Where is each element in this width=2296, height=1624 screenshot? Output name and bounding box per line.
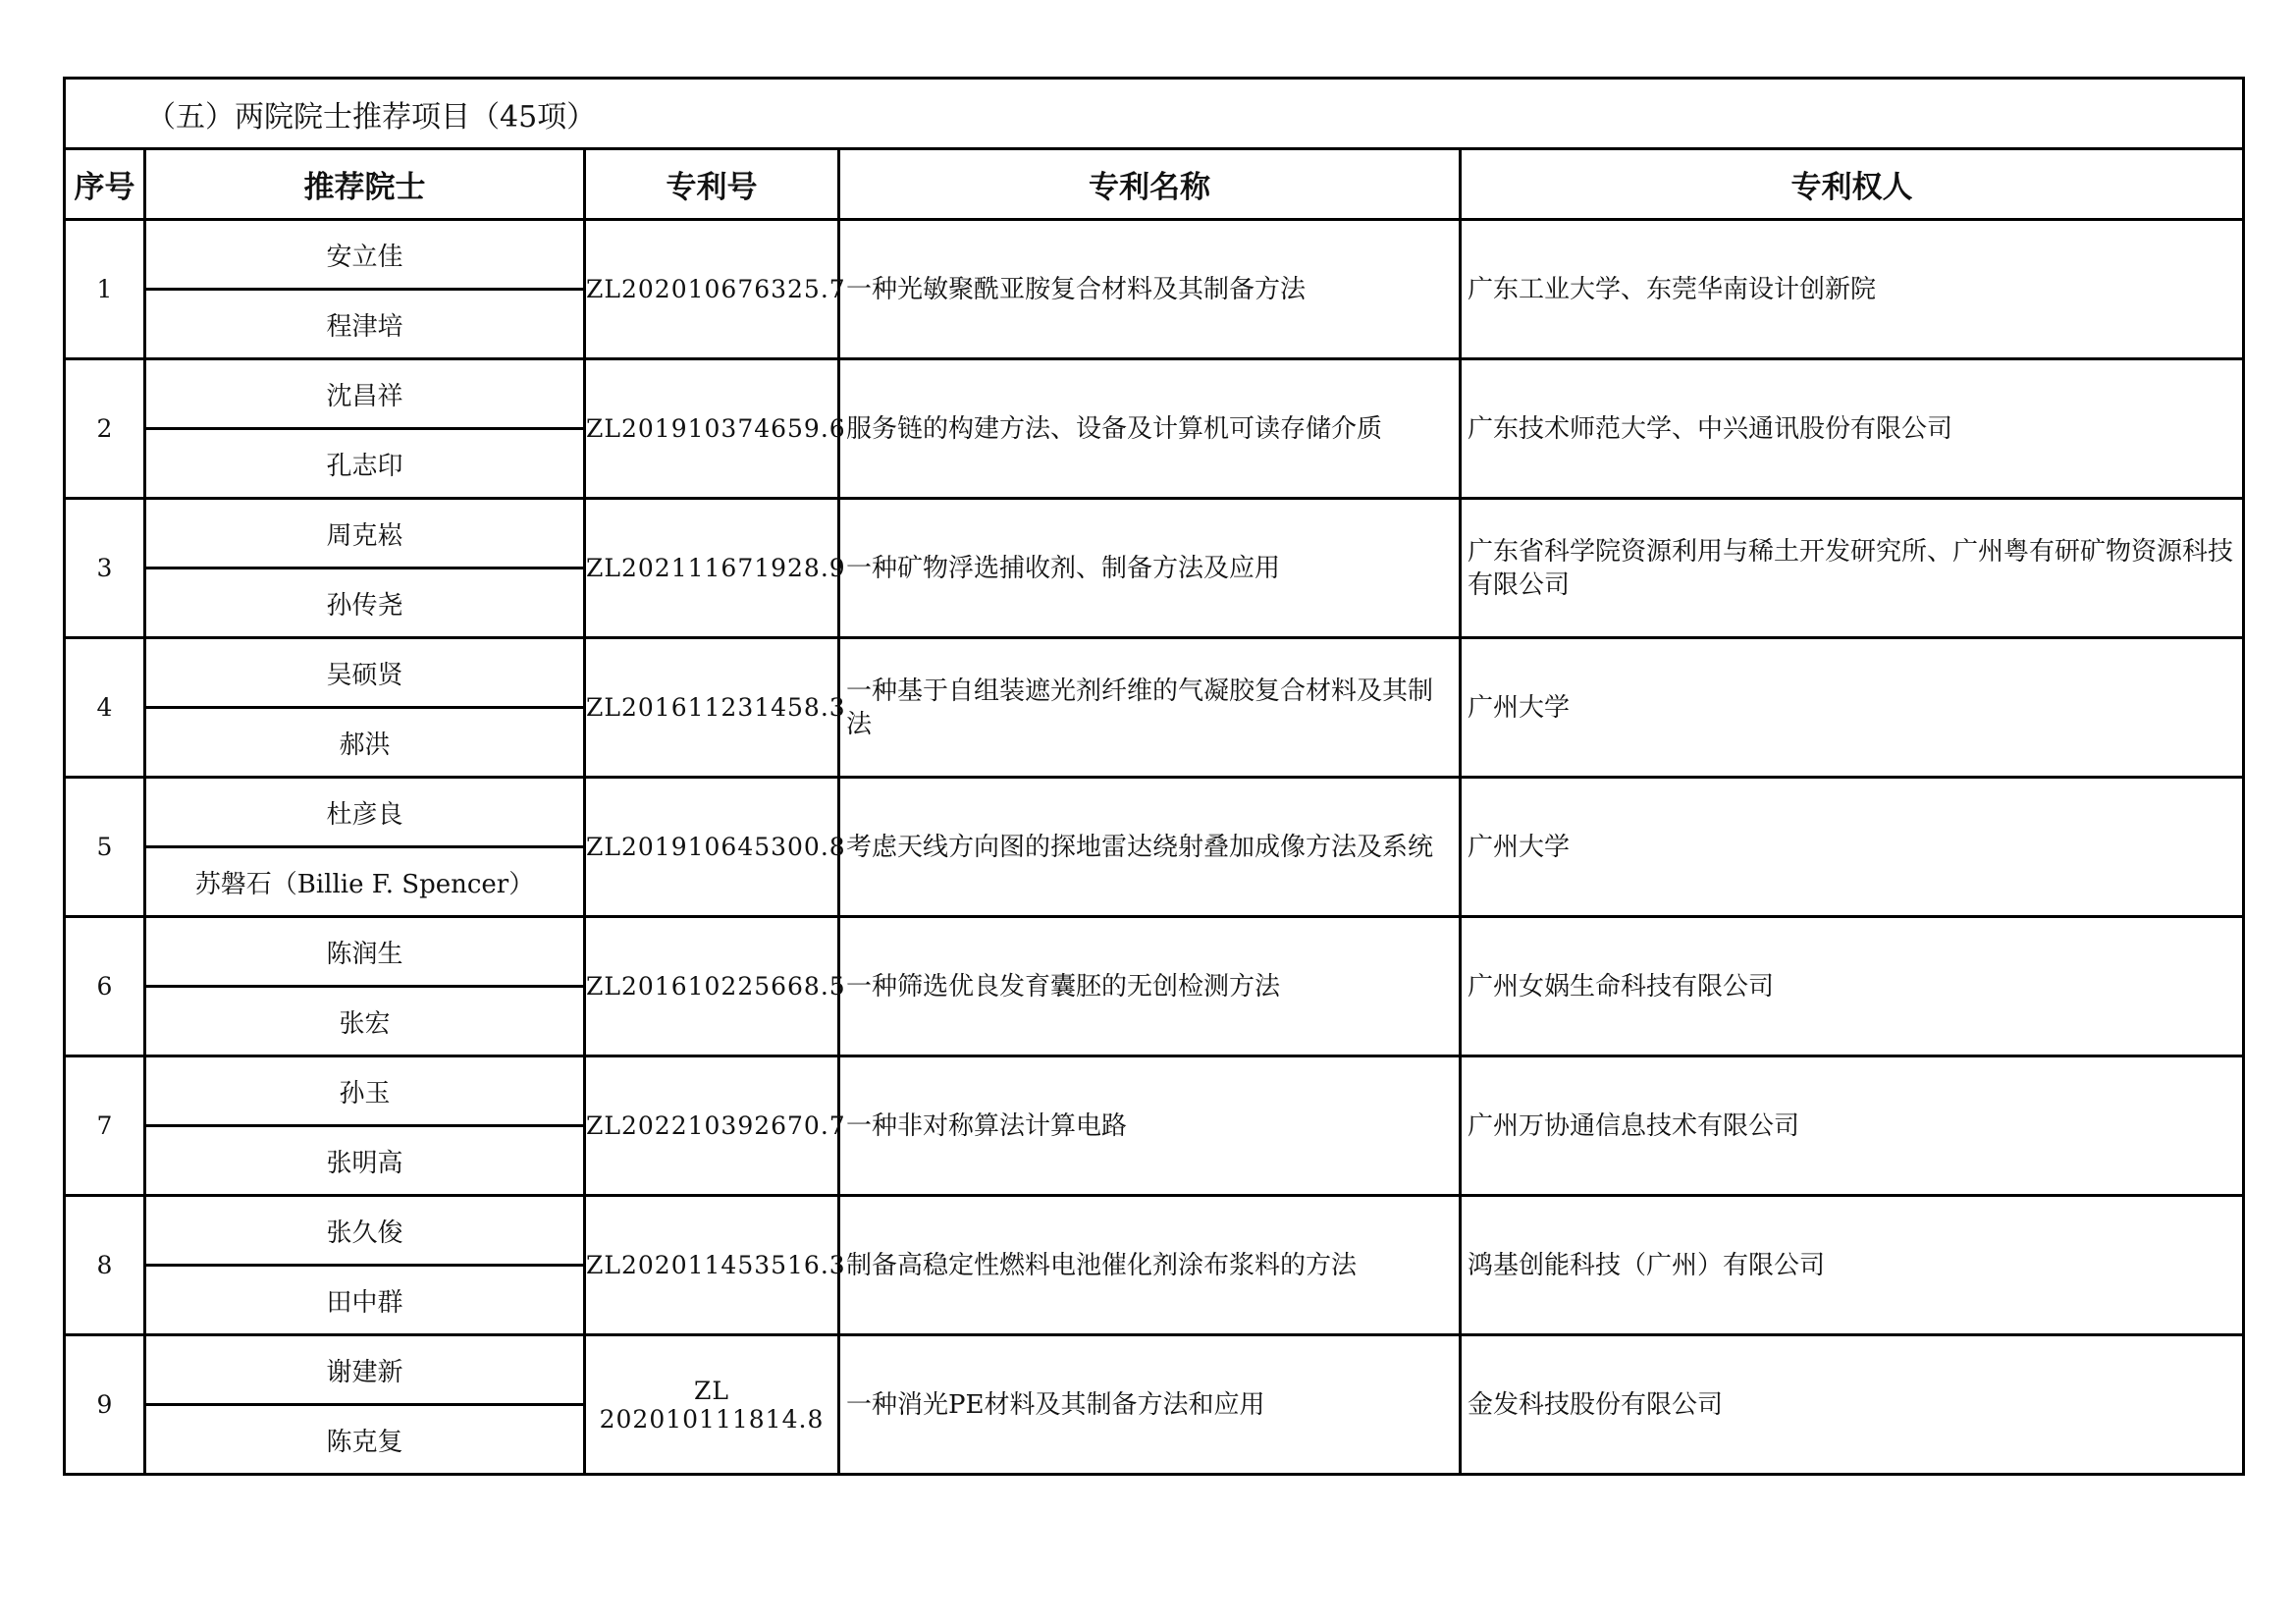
patent-owner: 广州大学 — [1461, 638, 2244, 778]
academician-name: 沈昌祥 — [145, 359, 585, 429]
patent-name: 一种筛选优良发育囊胚的无创检测方法 — [839, 917, 1461, 1056]
patent-number: ZL201610225668.5 — [585, 917, 839, 1056]
patent-name: 考虑天线方向图的探地雷达绕射叠加成像方法及系统 — [839, 778, 1461, 917]
row-index: 8 — [65, 1196, 145, 1335]
header-patent-name: 专利名称 — [839, 149, 1461, 220]
patent-number: ZL202111671928.9 — [585, 499, 839, 638]
patent-name: 一种光敏聚酰亚胺复合材料及其制备方法 — [839, 220, 1461, 359]
patent-name: 一种消光PE材料及其制备方法和应用 — [839, 1335, 1461, 1475]
patent-owner: 鸿基创能科技（广州）有限公司 — [1461, 1196, 2244, 1335]
academician-name: 苏磐石（Billie F. Spencer） — [145, 847, 585, 917]
row-index: 3 — [65, 499, 145, 638]
academician-name: 孙玉 — [145, 1056, 585, 1126]
patent-number: ZL202210392670.7 — [585, 1056, 839, 1196]
table-row — [65, 917, 2244, 987]
patent-number: ZL 202010111814.8 — [585, 1335, 839, 1475]
table-row — [65, 1056, 2244, 1126]
patent-owner: 广州女娲生命科技有限公司 — [1461, 917, 2244, 1056]
academician-name: 张明高 — [145, 1126, 585, 1196]
academician-name: 程津培 — [145, 290, 585, 359]
patent-owner: 广州大学 — [1461, 778, 2244, 917]
row-index: 1 — [65, 220, 145, 359]
patent-number: ZL201611231458.3 — [585, 638, 839, 778]
academician-name: 陈克复 — [145, 1405, 585, 1475]
header-owner: 专利权人 — [1461, 149, 2244, 220]
section-title: （五）两院院士推荐项目（45项） — [65, 79, 2244, 149]
row-index: 7 — [65, 1056, 145, 1196]
academician-name: 孙传尧 — [145, 568, 585, 638]
academician-name: 杜彦良 — [145, 778, 585, 847]
table-row — [65, 220, 2244, 290]
header-row — [65, 149, 2244, 220]
academician-name: 谢建新 — [145, 1335, 585, 1405]
header-index: 序号 — [65, 149, 145, 220]
patent-owner: 广东技术师范大学、中兴通讯股份有限公司 — [1461, 359, 2244, 499]
patent-table — [63, 77, 2245, 1476]
academician-name: 陈润生 — [145, 917, 585, 987]
table-row — [65, 499, 2244, 568]
row-index: 9 — [65, 1335, 145, 1475]
patent-name: 服务链的构建方法、设备及计算机可读存储介质 — [839, 359, 1461, 499]
patent-owner: 广州万协通信息技术有限公司 — [1461, 1056, 2244, 1196]
table-row — [65, 778, 2244, 847]
header-patent-no: 专利号 — [585, 149, 839, 220]
patent-name: 一种基于自组装遮光剂纤维的气凝胶复合材料及其制法 — [839, 638, 1461, 778]
row-index: 4 — [65, 638, 145, 778]
patent-number: ZL202010676325.7 — [585, 220, 839, 359]
academician-name: 安立佳 — [145, 220, 585, 290]
row-index: 5 — [65, 778, 145, 917]
row-index: 2 — [65, 359, 145, 499]
table-row — [65, 1196, 2244, 1266]
academician-name: 吴硕贤 — [145, 638, 585, 708]
academician-name: 张久俊 — [145, 1196, 585, 1266]
patent-number: ZL201910374659.6 — [585, 359, 839, 499]
patent-name: 制备高稳定性燃料电池催化剂涂布浆料的方法 — [839, 1196, 1461, 1335]
table-row — [65, 1335, 2244, 1405]
patent-owner: 金发科技股份有限公司 — [1461, 1335, 2244, 1475]
academician-name: 张宏 — [145, 987, 585, 1056]
academician-name: 孔志印 — [145, 429, 585, 499]
academician-name: 郝洪 — [145, 708, 585, 778]
patent-number: ZL202011453516.3 — [585, 1196, 839, 1335]
table-row — [65, 359, 2244, 429]
patent-name: 一种非对称算法计算电路 — [839, 1056, 1461, 1196]
patent-owner: 广东工业大学、东莞华南设计创新院 — [1461, 220, 2244, 359]
patent-name: 一种矿物浮选捕收剂、制备方法及应用 — [839, 499, 1461, 638]
patent-owner: 广东省科学院资源利用与稀土开发研究所、广州粤有研矿物资源科技有限公司 — [1461, 499, 2244, 638]
academician-name: 田中群 — [145, 1266, 585, 1335]
table-row — [65, 638, 2244, 708]
row-index: 6 — [65, 917, 145, 1056]
academician-name: 周克崧 — [145, 499, 585, 568]
header-academicians: 推荐院士 — [145, 149, 585, 220]
patent-number: ZL201910645300.8 — [585, 778, 839, 917]
